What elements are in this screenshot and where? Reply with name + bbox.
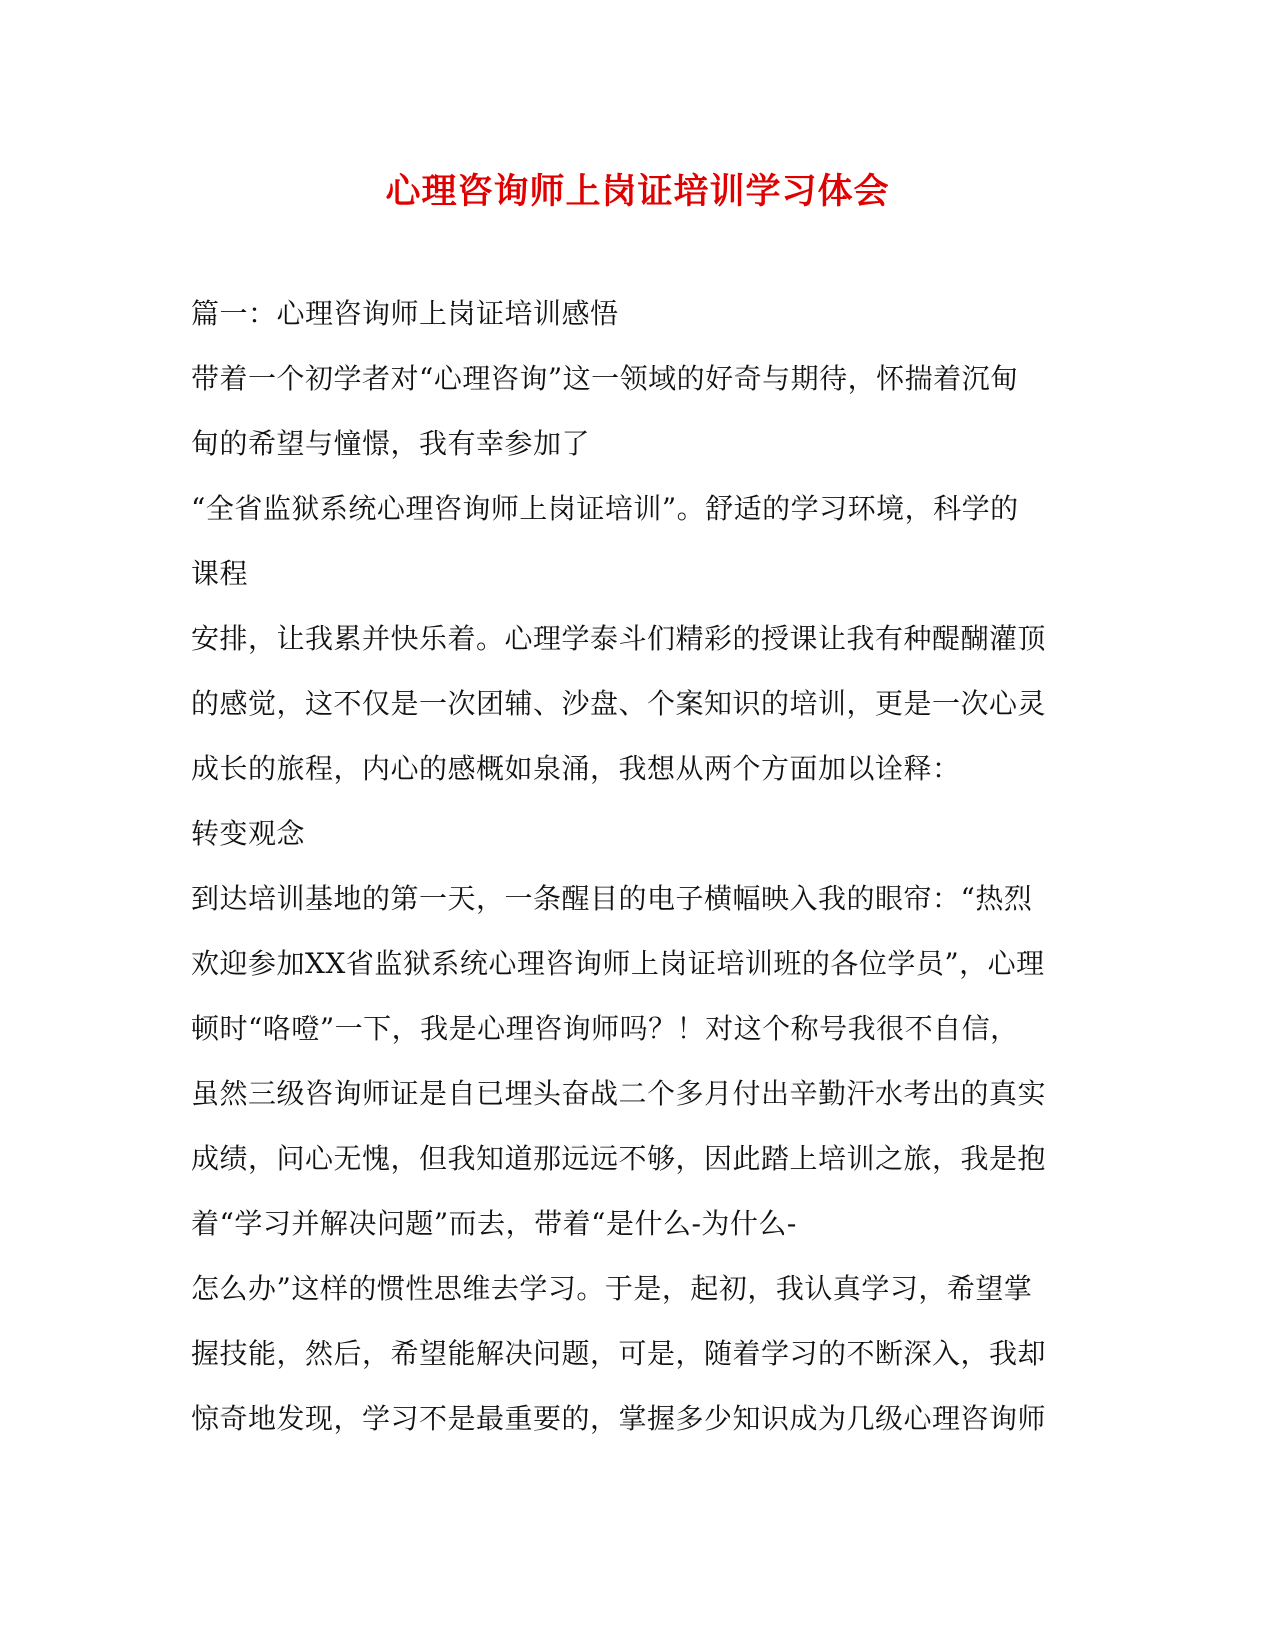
text-line: 安排，让我累并快乐着。心理学泰斗们精彩的授课让我有种醍醐灌顶 (191, 622, 1047, 655)
text-line: 怎么办”这样的惯性思维去学习。于是，起初，我认真学习，希望掌 (191, 1272, 1033, 1305)
text-line: 甸的希望与憧憬，我有幸参加了 (191, 427, 591, 460)
text-line: 着“学习并解决问题”而去，带着“是什么-为什么- (191, 1207, 797, 1240)
text-line: 顿时“咯噔”一下，我是心理咨询师吗？！对这个称号我很不自信， (191, 1012, 1019, 1045)
text-line: 到达培训基地的第一天，一条醒目的电子横幅映入我的眼帘：“热烈 (191, 882, 1033, 915)
text-line: 转变观念 (191, 817, 306, 850)
text-line: 欢迎参加XX省监狱系统心理咨询师上岗证培训班的各位学员”，心理 (191, 947, 1045, 980)
text-line: 的感觉，这不仅是一次团辅、沙盘、个案知识的培训，更是一次心灵 (191, 687, 1047, 720)
text-line: 惊奇地发现，学习不是最重要的，掌握多少知识成为几级心理咨询师 (191, 1402, 1047, 1435)
document-title: 心理咨询师上岗证培训学习体会 (385, 171, 890, 212)
text-line: 握技能，然后，希望能解决问题，可是，随着学习的不断深入，我却 (191, 1337, 1047, 1370)
text-line: 成长的旅程，内心的感概如泉涌，我想从两个方面加以诠释： (191, 752, 961, 785)
text-line: 成绩，问心无愧，但我知道那远远不够，因此踏上培训之旅，我是抱 (191, 1142, 1047, 1175)
text-line: 篇一：心理咨询师上岗证培训感悟 (191, 297, 619, 330)
text-line: 课程 (191, 557, 249, 590)
text-line: “全省监狱系统心理咨询师上岗证培训”。舒适的学习环境，科学的 (191, 492, 1019, 525)
text-line: 虽然三级咨询师证是自已埋头奋战二个多月付出辛勤汗水考出的真实 (191, 1077, 1047, 1110)
document-body (191, 288, 1071, 1458)
text-line: 带着一个初学者对“心理咨询”这一领域的好奇与期待，怀揣着沉甸 (191, 362, 1019, 395)
